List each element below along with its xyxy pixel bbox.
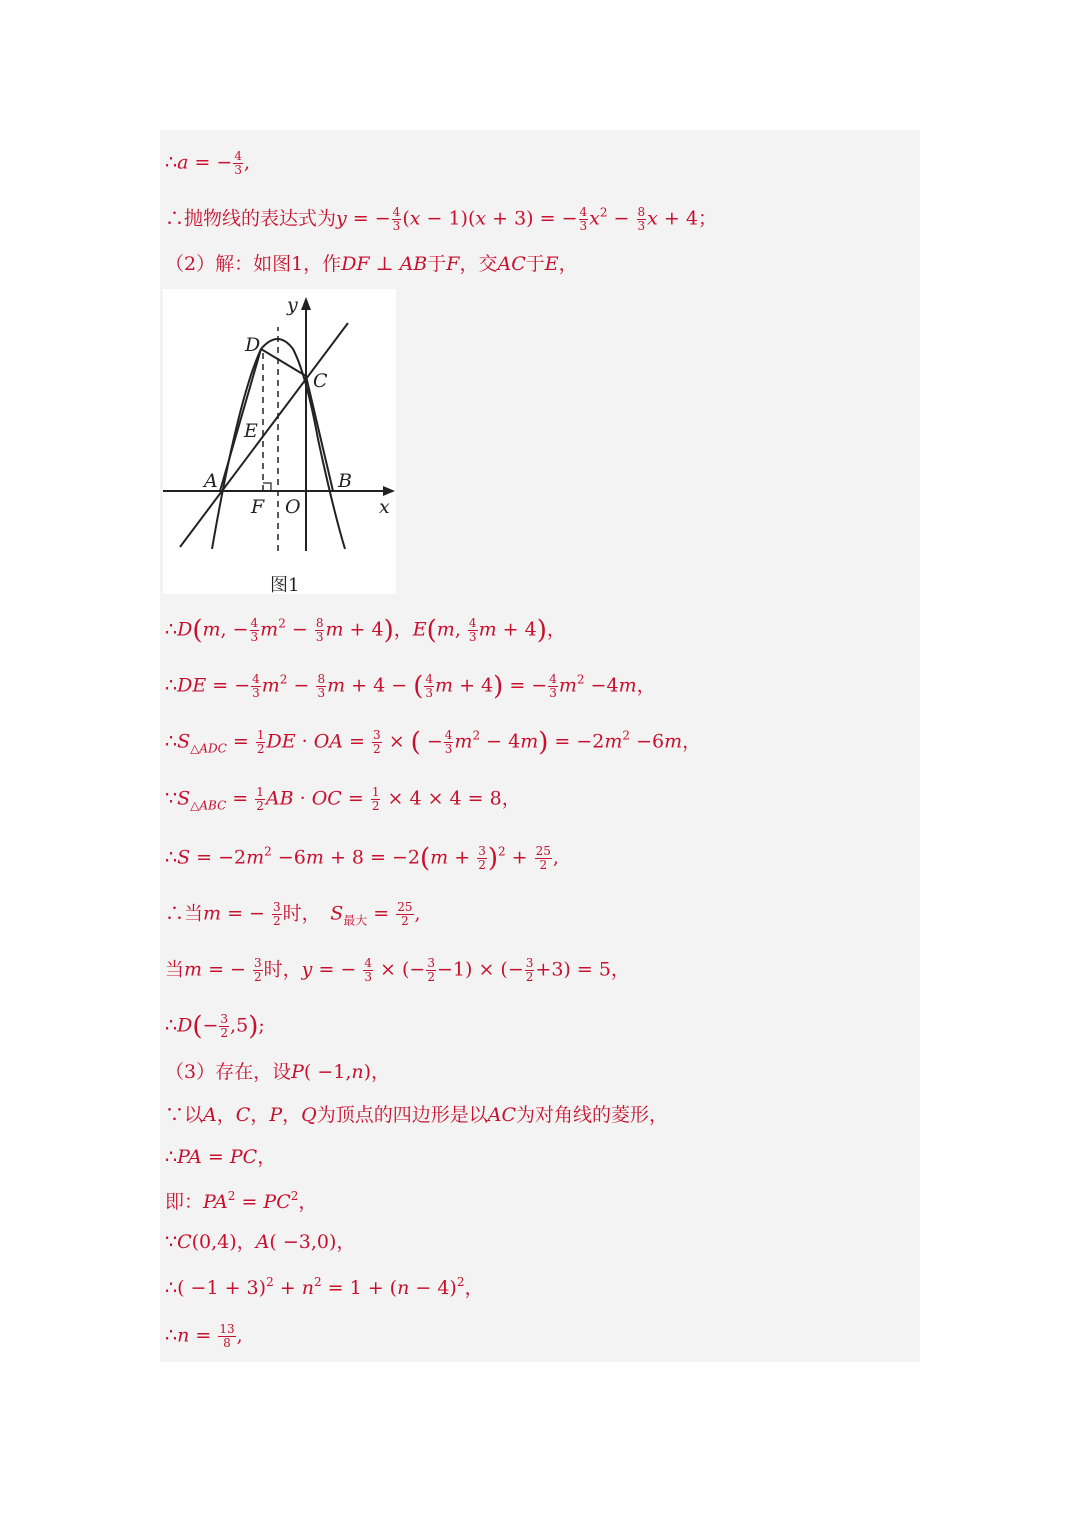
right-angle-mark [263,483,271,491]
label-B: B [338,470,352,492]
line-C-A-points: ∵C(0,4)，A( −3,0)， [165,1231,356,1253]
label-O: O [285,496,301,518]
x-axis-arrow [383,486,395,496]
line-part2-intro: （2）解：如图1，作DF ⊥ AB于F，交AC于E， [165,253,578,275]
line-part3-intro: （3）存在，设P( −1,n)， [165,1061,391,1083]
line-DE-length: ∴DE = − $\frac{4}{3}$ $m^2$ − $\frac{8}{3}$ m + 4 − ( $\frac{4}{3}$ m + 4) = − $\frac{4}{3}$ $m^2 -4m$， [165,671,656,702]
label-x: x [379,496,390,518]
line-parabola-expression: ∴抛物线的表达式为y = − $\frac{4}{3}$ (x − 1)(x + 3) = − $\frac{4}{3}$ $x^2$ − $\frac{8}{3}$ x + 4； [165,205,717,234]
segment-CB [306,376,333,491]
figure-1-diagram [163,289,396,594]
line-D-point: ∴D(− $\frac{3}{2}$ ,5); [165,1011,265,1042]
y-axis-arrow [301,297,311,310]
label-F: F [251,496,265,518]
line-n-value: ∴n = $\frac{13}{8}$ , [165,1322,243,1351]
line-a-value: ∴a = − $\frac{4}{3}$ , [165,149,251,178]
label-C: C [313,370,328,392]
label-E: E [244,420,258,442]
figure-caption: 图1 [270,575,300,596]
line-area-ADC: $\therefore S_{\triangle ADC}$ = $\frac{1}{2}$ DE · OA = $\frac{3}{2}$ × ( − $\frac{4}{3}$ $m^2 - 4m) = -2m^2 -6m$， [165,727,702,758]
line-D-E-coordinates: ∴D(m, − $\frac{4}{3}$ $m^2$ − $\frac{8}{3}$ m + 4)，E(m, $\frac{4}{3}$ m + 4)， [165,615,566,646]
line-equation: ∴( $-1 + 3)^2 + n^2 = 1 + (n - 4)^2$， [165,1275,484,1299]
line-rhombus-condition: ∵以A，C，P，Q为顶点的四边形是以AC为对角线的菱形， [165,1104,669,1126]
label-A: A [204,470,218,492]
line-area-ABC: $\because S_{\triangle ABC}$ = $\frac{1}{2}$ AB · OC = $\frac{1}{2}$ × 4 × 4 = 8， [165,785,521,814]
line-PA2-eq-PC2: 即：$PA^2 = PC^2$， [165,1189,318,1213]
figure-1 [163,289,396,594]
line-max-area: ∴当m = − $\frac{3}{2}$ 时， $S_{最大}$ = $\frac{25}{2}$ , [165,900,421,929]
label-y: y [287,294,298,316]
line-area-total: ∴S = $-2m^2 -6m + 8 = -2(m$ + $\frac{3}{2}$ )$^2$ + $\frac{25}{2}$ , [165,843,559,874]
line-y-value: 当m = − $\frac{3}{2}$ 时，y = − $\frac{4}{3}$ × (− $\frac{3}{2}$ −1) × (− $\frac{3}{2}$ +3) = 5， [165,956,630,985]
line-PA-eq-PC: ∴PA = PC， [165,1146,277,1168]
label-D: D [245,334,261,356]
